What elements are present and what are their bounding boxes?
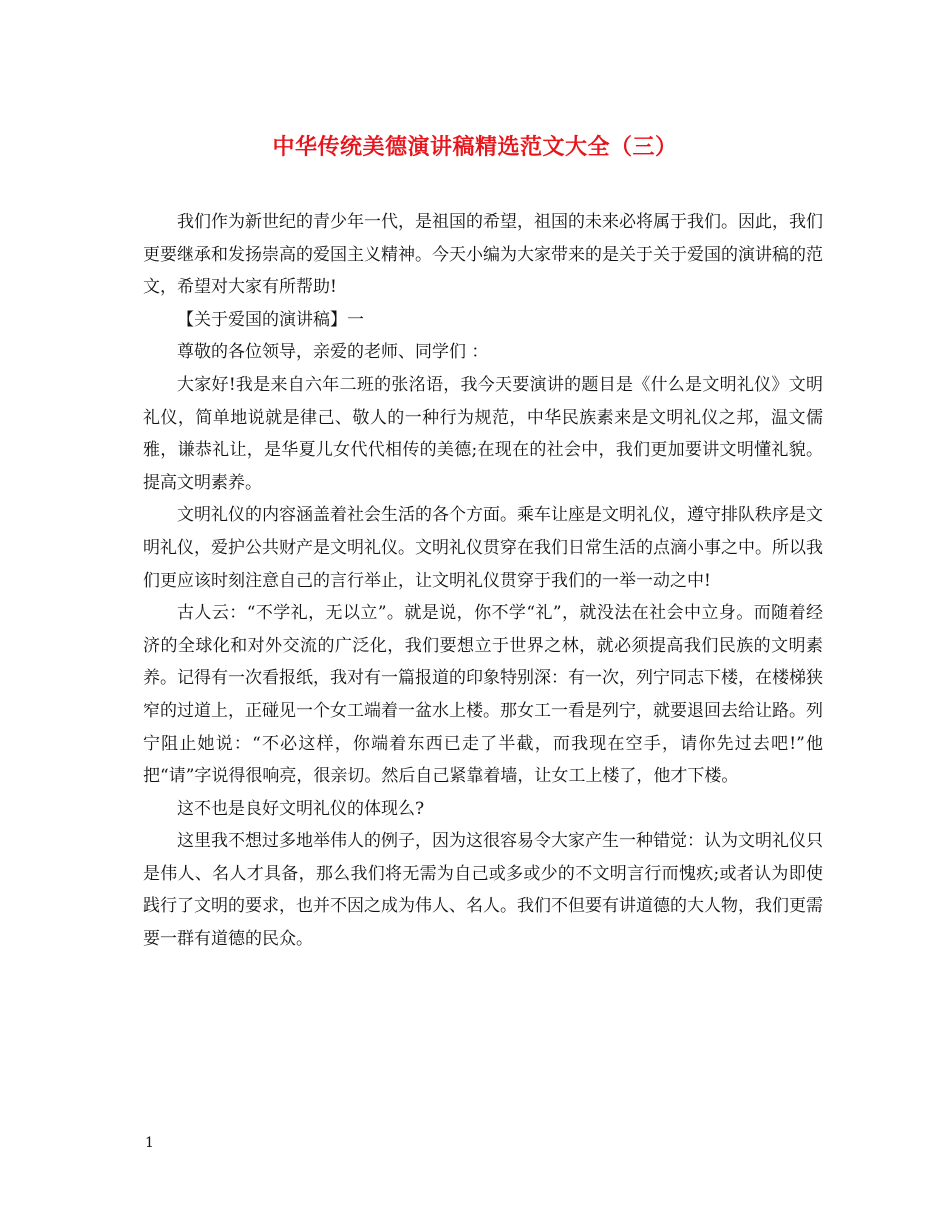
paragraph-etiquette: 文明礼仪的内容涵盖着社会生活的各个方面。乘车让座是文明礼仪，遵守排队秩序是文明礼仪，爱护公共财产是文明礼仪。文明礼仪贯穿在我们日常生活的点滴小事之中。所以我们更应该时刻注意自己的言行举止，让文明礼仪贯穿于我们的一举一动之中! [143, 505, 823, 591]
paragraph-greeting: 大家好!我是来自六年二班的张洺语，我今天要演讲的题目是《什么是文明礼仪》文明礼仪，简单地说就是律己、敬人的一种行为规范，中华民族素来是文明礼仪之邦，温文儒雅，谦恭礼让，是华夏儿女代代相传的美德;在现在的社会中，我们更加要讲文明懂礼貌。提高文明素养。 [143, 374, 823, 493]
paragraph-section-heading: 【关于爱国的演讲稿】一 [177, 309, 364, 330]
paragraph-ancient-saying: 古人云：“不学礼，无以立”。就是说，你不学“礼”，就没法在社会中立身。而随着经济的全球化和对外交流的广泛化，我们要想立于世界之林，就必须提高我们民族的文明素养。记得有一次看报纸，我对有一篇报道的印象特别深：有一次，列宁同志下楼，在楼梯狭窄的过道上，正碰见一个女工端着一盆水上楼。那女工一看是列宁，就要退回去给让路。列宁阻止她说：“不必这样，你端着东西已走了半截，而我现在空手，请你先过去吧!”他把“请”字说得很响亮，很亲切。然后自己紧靠着墙，让女工上楼了，他才下楼。 [143, 603, 823, 787]
paragraph-question: 这不也是良好文明礼仪的体现么? [177, 798, 425, 819]
paragraph-conclusion: 这里我不想过多地举伟人的例子，因为这很容易令大家产生一种错觉：认为文明礼仪只是伟人、名人才具备，那么我们将无需为自己或多或少的不文明言行而愧疚;或者认为即使践行了文明的要求，也并不因之成为伟人、名人。我们不但要有讲道德的大人物，我们更需要一群有道德的民众。 [143, 831, 823, 950]
document-title: 中华传统美德演讲稿精选范文大全（三） [272, 134, 678, 160]
document-body [143, 206, 823, 956]
paragraph-intro: 我们作为新世纪的青少年一代，是祖国的希望，祖国的未来必将属于我们。因此，我们更要继承和发扬崇高的爱国主义精神。今天小编为大家带来的是关于关于爱国的演讲稿的范文，希望对大家有所帮助! [143, 212, 823, 298]
paragraph-salutation: 尊敬的各位领导，亲爱的老师、同学们 ： [177, 342, 489, 363]
page-number: 1 [145, 1135, 154, 1151]
